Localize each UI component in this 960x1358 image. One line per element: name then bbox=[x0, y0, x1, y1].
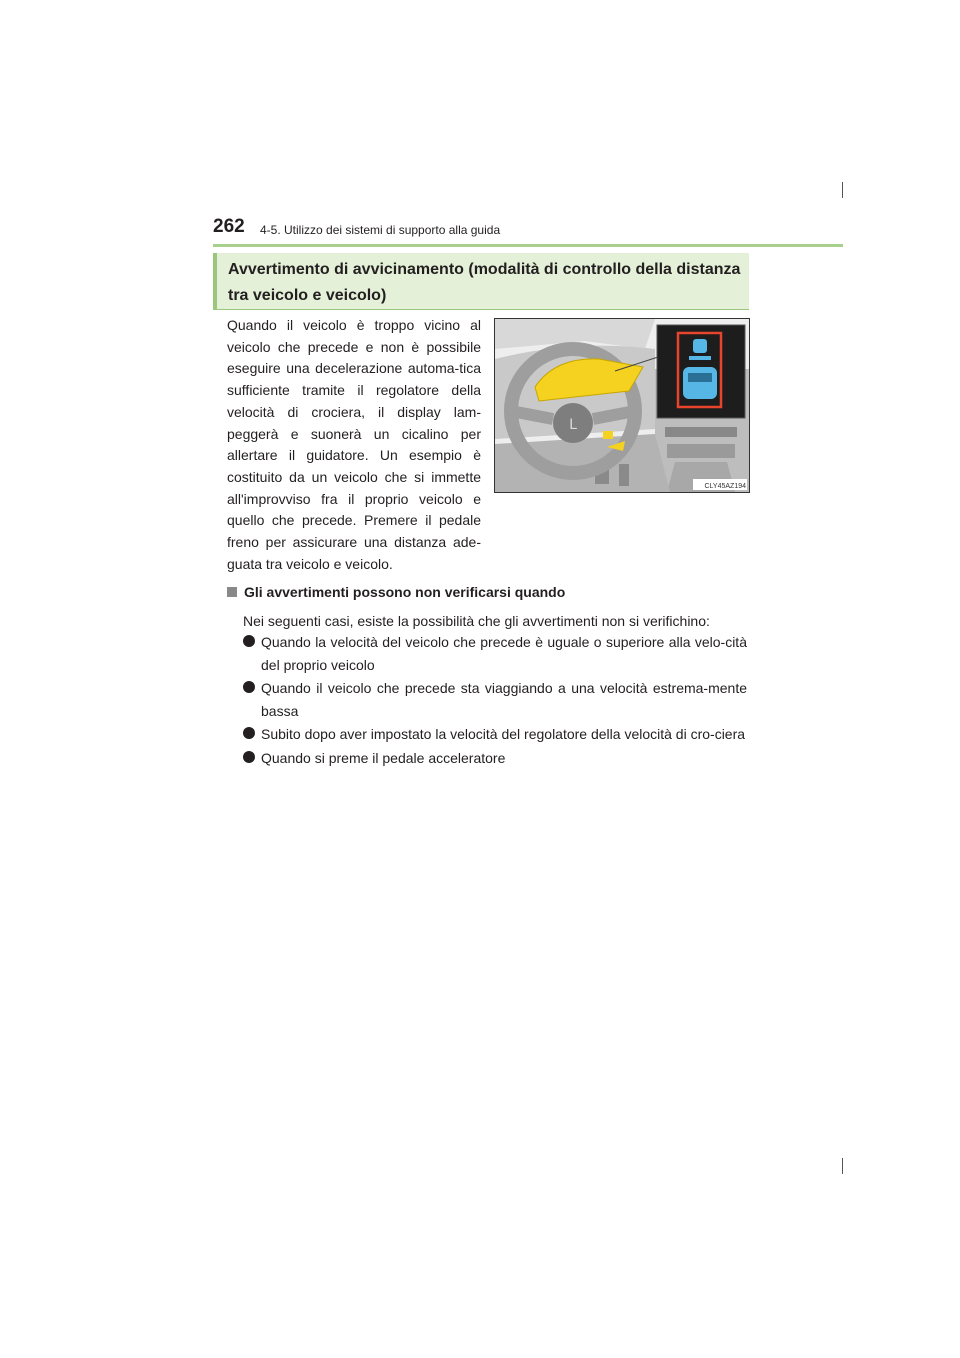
crop-mark-bottom bbox=[842, 1158, 843, 1174]
header-rule bbox=[213, 244, 843, 247]
dashboard-drawing bbox=[495, 319, 749, 492]
accelerator-pedal bbox=[619, 464, 629, 486]
bullet-dot-icon bbox=[243, 681, 255, 693]
figure-code: CLY45AZ194 bbox=[704, 483, 746, 490]
switch-highlight bbox=[603, 431, 613, 439]
list-item: Quando la velocità del veicolo che precede è uguale o superiore alla velo-cità del proprio veicolo bbox=[243, 631, 747, 676]
list-item: Subito dopo aver impostato la velocità del regolatore della velocità di cro-ciera bbox=[243, 723, 747, 746]
preceding-vehicle-icon bbox=[693, 339, 707, 353]
section-title: Avvertimento di avvicinamento (modalità di controllo della distanza tra veicolo e veicolo) bbox=[213, 253, 749, 310]
console-controls bbox=[667, 444, 735, 458]
running-head: 4-5. Utilizzo dei sistemi di supporto alla guida bbox=[260, 223, 501, 237]
subsection-intro: Nei seguenti casi, esiste la possibilità che gli avvertimenti non si verifichino: bbox=[243, 613, 710, 629]
list-item: Quando si preme il pedale acceleratore bbox=[243, 747, 747, 770]
square-bullet-icon bbox=[227, 587, 237, 597]
subsection-title bbox=[227, 584, 565, 600]
distance-bar bbox=[689, 356, 711, 360]
list-item: Quando il veicolo che precede sta viaggiando a una velocità estrema-mente bassa bbox=[243, 677, 747, 722]
condition-list bbox=[243, 631, 747, 770]
steering-logo: L bbox=[569, 417, 577, 433]
subsection-title-text: Gli avvertimenti possono non verificarsi quando bbox=[244, 584, 566, 600]
dashboard-illustration bbox=[494, 318, 750, 493]
own-vehicle-windshield bbox=[688, 373, 712, 382]
page-number: 262 bbox=[213, 216, 245, 237]
console-vents bbox=[665, 427, 737, 437]
bullet-dot-icon bbox=[243, 727, 255, 739]
bullet-dot-icon bbox=[243, 635, 255, 647]
bullet-dot-icon bbox=[243, 751, 255, 763]
own-vehicle-icon bbox=[683, 367, 717, 399]
crop-mark-top bbox=[842, 182, 843, 198]
section-intro: Quando il veicolo è troppo vicino al veicolo che precede e non è possibile eseguire una decelerazione automa-tica sufficiente tramite il regolatore della velocità di crociera, il display lam-peggerà e suonerà un cicalino per allertare il guidatore. Un esempio è costituito da un veicolo che si immette all'improvviso fra il proprio veicolo e quello che precede. Premere il pedale freno per assicurare una distanza ade-guata tra veicolo e veicolo. bbox=[227, 317, 481, 572]
